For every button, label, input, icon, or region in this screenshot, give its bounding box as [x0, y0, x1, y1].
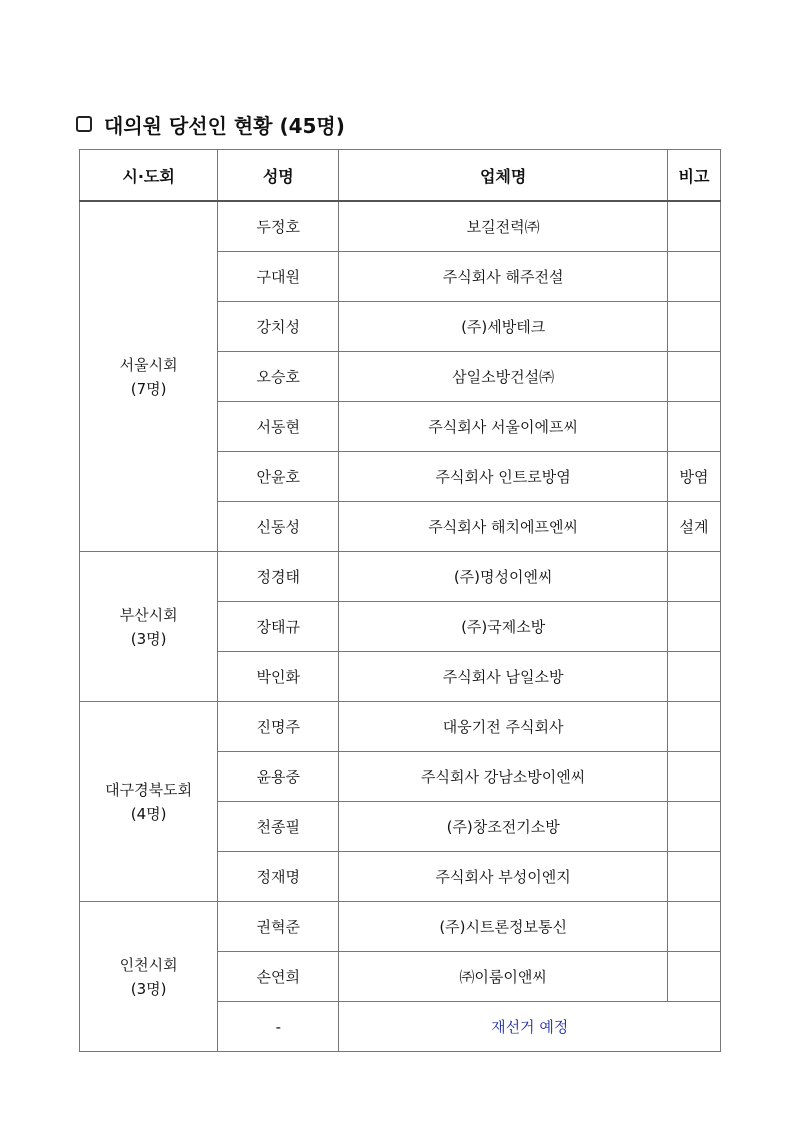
- table-row: [80, 552, 721, 602]
- member-name: 천종필: [218, 802, 339, 852]
- header-company: 업체명: [339, 150, 668, 202]
- member-note: [667, 201, 720, 252]
- member-company: 주식회사 인트로방염: [339, 452, 668, 502]
- region-count: (3명): [130, 629, 167, 648]
- member-name: 정재명: [218, 852, 339, 902]
- member-note: [667, 602, 720, 652]
- member-company: (주)명성이엔씨: [339, 552, 668, 602]
- table-header-row: [80, 150, 721, 202]
- document-title: 대의원 당선인 현황 (45명): [104, 113, 345, 138]
- member-company: 주식회사 해주전설: [339, 252, 668, 302]
- member-name: 서동현: [218, 402, 339, 452]
- member-note: [667, 952, 720, 1002]
- checkbox-icon: [76, 116, 92, 132]
- member-company: 주식회사 서울이에프씨: [339, 402, 668, 452]
- member-name: 손연희: [218, 952, 339, 1002]
- member-note: [667, 752, 720, 802]
- member-company: 주식회사 해치에프엔씨: [339, 502, 668, 552]
- member-note: [667, 802, 720, 852]
- member-note: [667, 902, 720, 952]
- member-note: [667, 302, 720, 352]
- member-company: 보길전력㈜: [339, 201, 668, 252]
- member-company: ㈜이룸이앤씨: [339, 952, 668, 1002]
- member-company: (주)창조전기소방: [339, 802, 668, 852]
- document-title-block: [76, 110, 345, 138]
- region-name: 대구경북도회: [105, 780, 193, 799]
- member-name: 안윤호: [218, 452, 339, 502]
- member-note: [667, 352, 720, 402]
- region-count: (7명): [130, 379, 167, 398]
- region-name: 부산시회: [119, 605, 178, 624]
- member-note: [667, 652, 720, 702]
- member-name: 신동성: [218, 502, 339, 552]
- member-company: 주식회사 부성이엔지: [339, 852, 668, 902]
- region-cell: [80, 902, 218, 1052]
- member-name: 권혁준: [218, 902, 339, 952]
- table-row: [80, 902, 721, 952]
- header-region: 시·도회: [80, 150, 218, 202]
- member-company: (주)시트론정보통신: [339, 902, 668, 952]
- region-name: 서울시회: [119, 355, 178, 374]
- member-note: [667, 702, 720, 752]
- reelection-name: -: [218, 1002, 339, 1052]
- region-cell: [80, 702, 218, 902]
- member-name: 진명주: [218, 702, 339, 752]
- region-name: 인천시회: [119, 955, 178, 974]
- member-company: 대웅기전 주식회사: [339, 702, 668, 752]
- region-count: (4명): [130, 804, 167, 823]
- table-row: [80, 702, 721, 752]
- header-name: 성명: [218, 150, 339, 202]
- reelection-notice: 재선거 예정: [339, 1002, 721, 1052]
- member-note: 방염: [667, 452, 720, 502]
- member-name: 강치성: [218, 302, 339, 352]
- table-row: [80, 201, 721, 252]
- member-name: 박인화: [218, 652, 339, 702]
- member-name: 두정호: [218, 201, 339, 252]
- member-note: 설계: [667, 502, 720, 552]
- member-company: 삼일소방건설㈜: [339, 352, 668, 402]
- member-name: 정경태: [218, 552, 339, 602]
- member-name: 장태규: [218, 602, 339, 652]
- member-company: (주)국제소방: [339, 602, 668, 652]
- member-note: [667, 402, 720, 452]
- delegate-table: [79, 149, 721, 1052]
- member-name: 오승호: [218, 352, 339, 402]
- member-company: 주식회사 남일소방: [339, 652, 668, 702]
- member-note: [667, 552, 720, 602]
- region-cell: [80, 552, 218, 702]
- member-company: 주식회사 강남소방이엔씨: [339, 752, 668, 802]
- region-cell: [80, 201, 218, 552]
- region-count: (3명): [130, 979, 167, 998]
- member-name: 구대원: [218, 252, 339, 302]
- header-note: 비고: [667, 150, 720, 202]
- member-note: [667, 852, 720, 902]
- member-company: (주)세방테크: [339, 302, 668, 352]
- member-name: 윤용중: [218, 752, 339, 802]
- member-note: [667, 252, 720, 302]
